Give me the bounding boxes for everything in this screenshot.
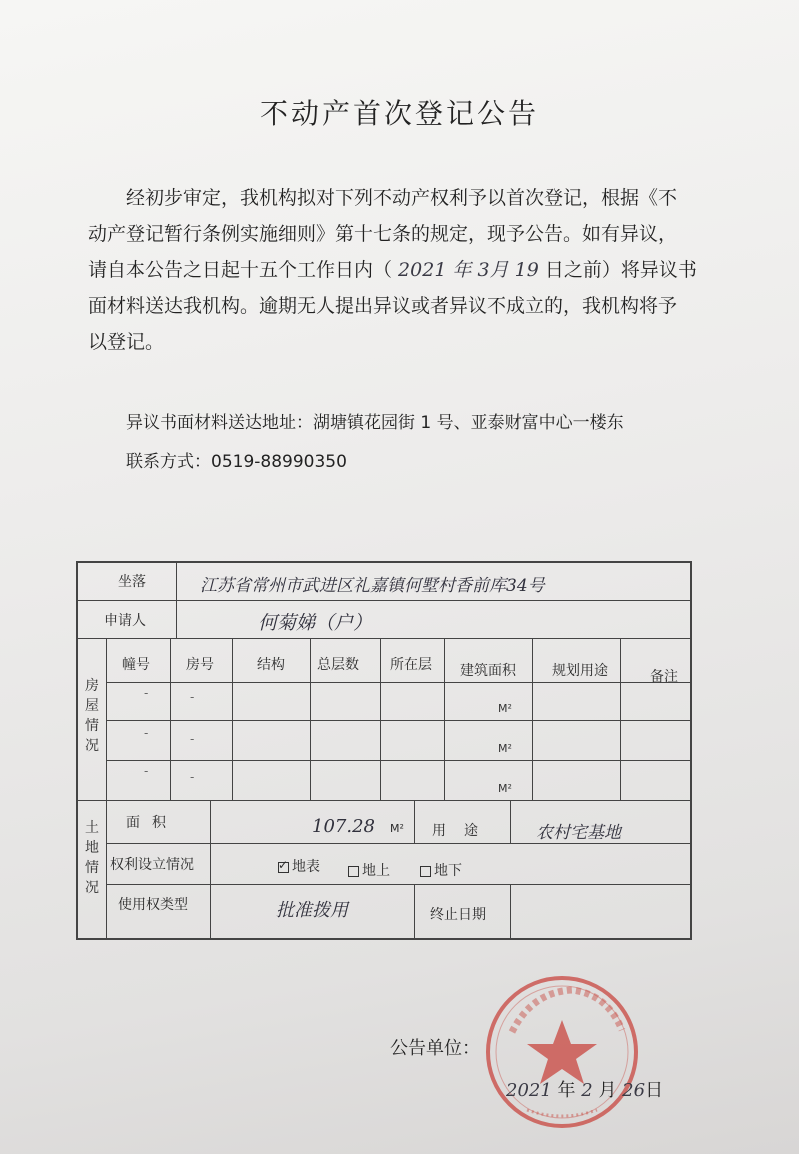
body-line-1: 经初步审定，我机构拟对下列不动产权利予以首次登记，根据《不 xyxy=(126,187,678,209)
form-border-top xyxy=(76,561,692,563)
area-unit-row-1: M² xyxy=(498,702,512,715)
body-line-5: 以登记。 xyxy=(88,331,165,353)
body-line-2: 动产登记暂行条例实施细则》第十七条的规定，现予公告。如有异议， xyxy=(88,223,678,245)
contact-phone: 联系方式：0519-88990350 xyxy=(126,452,347,472)
rule-house-col-7 xyxy=(620,638,621,800)
area-label: 面积 xyxy=(126,815,178,831)
rule-land-col-4 xyxy=(414,884,415,940)
rights-setup-label: 权利设立情况 xyxy=(110,857,194,873)
blank-mark: - xyxy=(144,686,150,700)
rule-label-col-top xyxy=(176,561,177,639)
house-section-label: 房 屋 情 况 xyxy=(85,678,99,754)
blank-mark: - xyxy=(144,764,150,778)
applicant-label: 申请人 xyxy=(104,613,146,629)
rule-after-location xyxy=(76,600,692,601)
rule-land-col-3 xyxy=(510,800,511,843)
issuer-label: 公告单位： xyxy=(390,1038,480,1059)
rule-land-row-1 xyxy=(106,843,692,844)
rule-land-col-2 xyxy=(414,800,415,843)
land-use-label: 用途 xyxy=(432,823,496,839)
col-room-no: 房号 xyxy=(186,657,214,673)
col-building-area: 建筑面积 xyxy=(460,663,516,679)
rule-land-label-col xyxy=(210,800,211,940)
area-unit-row-3: M² xyxy=(498,782,512,795)
location-label: 坐落 xyxy=(118,574,146,590)
objection-deadline-date: 2021 年 3月 19 xyxy=(392,259,545,281)
option-above-ground: 地上 xyxy=(348,860,390,880)
rule-land-col-5 xyxy=(510,884,511,940)
body-line-4: 面材料送达我机构。逾期无人提出异议或者异议不成立的，我机构将予 xyxy=(88,295,678,317)
check-mark-icon: ✓ xyxy=(278,857,289,872)
objection-address: 异议书面材料送达地址：湖塘镇花园街 1 号、亚泰财富中心一楼东 xyxy=(126,413,624,433)
rule-house-col-6 xyxy=(532,638,533,800)
land-use-value: 农村宅基地 xyxy=(536,823,621,843)
rule-house-header xyxy=(106,682,692,683)
rule-house-col-2 xyxy=(232,638,233,800)
blank-mark: - xyxy=(190,690,196,704)
rule-after-house xyxy=(76,800,692,801)
col-floor: 所在层 xyxy=(390,657,432,673)
end-date-label: 终止日期 xyxy=(430,907,486,923)
option-surface: ✓ 地表 xyxy=(278,857,320,875)
col-building-no: 幢号 xyxy=(122,657,150,673)
rule-house-col-1 xyxy=(170,638,171,800)
blank-mark: - xyxy=(190,770,196,784)
rule-section-col xyxy=(106,638,107,940)
issue-date: 2021 年 2 月 26日 xyxy=(506,1080,664,1101)
col-structure: 结构 xyxy=(257,657,285,673)
location-value: 江苏省常州市武进区礼嘉镇何墅村香前库34号 xyxy=(200,576,545,596)
rule-house-col-4 xyxy=(380,638,381,800)
official-seal-icon xyxy=(482,972,642,1132)
blank-mark: - xyxy=(190,732,196,746)
rule-land-row-2 xyxy=(106,884,692,885)
rule-house-col-3 xyxy=(310,638,311,800)
land-section-label: 土 地 情 况 xyxy=(85,820,99,896)
usage-right-type-value: 批准拨用 xyxy=(276,900,348,921)
rule-house-col-5 xyxy=(444,638,445,800)
form-border-bottom xyxy=(76,938,692,940)
form-border-left xyxy=(76,561,78,940)
rule-house-row-1 xyxy=(106,720,692,721)
rule-after-applicant xyxy=(76,638,692,639)
blank-mark: - xyxy=(144,726,150,740)
rule-house-row-2 xyxy=(106,760,692,761)
col-remarks: 备注 xyxy=(650,669,678,685)
area-value-unit: M² xyxy=(390,822,404,835)
checkbox-icon xyxy=(420,866,431,877)
checkbox-icon xyxy=(348,866,359,877)
notice-title: 不动产首次登记公告 xyxy=(259,97,539,130)
option-underground: 地下 xyxy=(420,860,462,880)
col-total-floors: 总层数 xyxy=(317,657,359,673)
col-planned-use: 规划用途 xyxy=(552,663,608,679)
area-unit-row-2: M² xyxy=(498,742,512,755)
checkbox-checked-icon xyxy=(278,857,289,873)
applicant-value: 何菊娣（户） xyxy=(258,612,373,634)
usage-right-type-label: 使用权类型 xyxy=(118,897,188,913)
area-value: 107.28 xyxy=(312,816,375,837)
body-line-3: 请自本公告之日起十五个工作日内（ 2021 年 3月 19 日之前）将异议书 xyxy=(88,259,697,281)
